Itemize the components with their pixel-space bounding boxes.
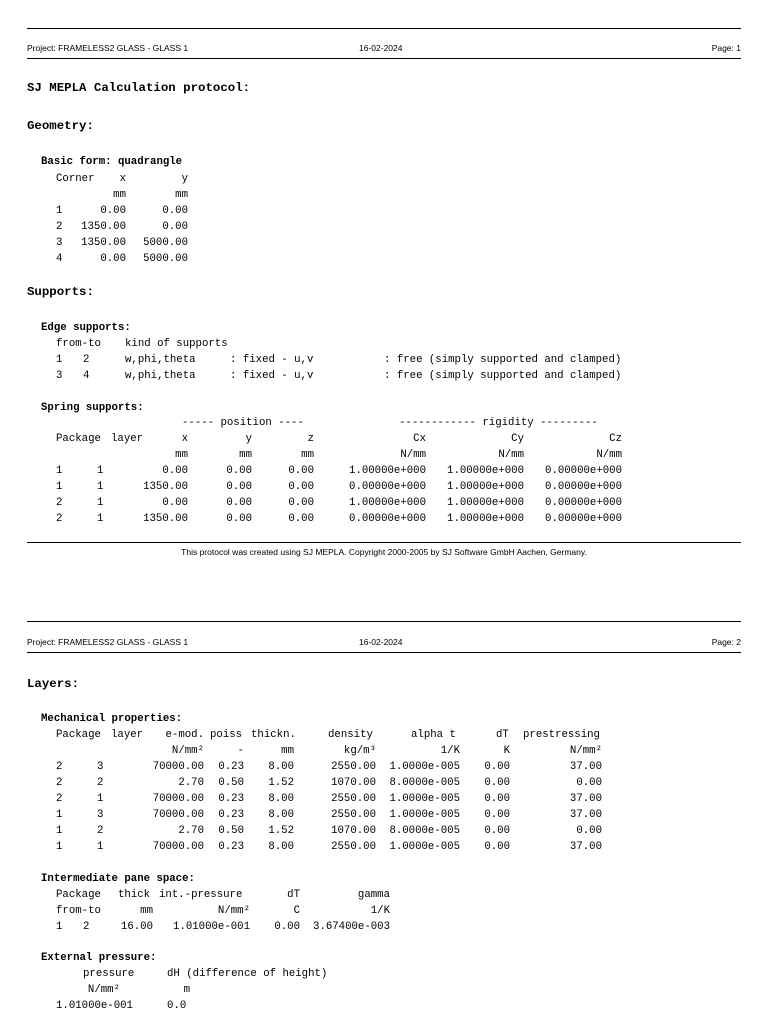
col-header: pressure: [83, 968, 135, 980]
col-header: y: [181, 173, 188, 185]
spring-z: 0.00: [288, 481, 314, 493]
mech-thickn: 8.00: [268, 761, 294, 773]
mech-dt: 0.00: [484, 809, 510, 821]
unit-label: C: [293, 905, 300, 917]
edge-free: : free (simply supported and clamped): [384, 354, 622, 366]
unit-label: mm: [175, 189, 188, 201]
unit-label: mm: [301, 449, 314, 461]
col-header: dT: [287, 889, 300, 901]
col-header: Cx: [413, 433, 426, 445]
col-header: kind of supports: [125, 338, 228, 350]
corner-x: 1350.00: [81, 221, 126, 233]
col-header: alpha t: [411, 729, 456, 741]
mech-package: 1: [56, 809, 63, 821]
edge-to: 2: [83, 354, 90, 366]
col-header: y: [245, 433, 252, 445]
unit-label: mm: [281, 745, 294, 757]
spring-x: 1350.00: [143, 513, 188, 525]
col-header: e-mod.: [165, 729, 204, 741]
mech-prestress: 0.00: [576, 777, 602, 789]
spring-cx: 0.00000e+000: [349, 481, 426, 493]
page1-header-rule: [27, 58, 741, 59]
spring-cz: 0.00000e+000: [545, 465, 622, 477]
edge-fixed: : fixed - u,v: [230, 354, 314, 366]
mech-density: 1070.00: [331, 777, 376, 789]
supports-heading: Supports:: [27, 285, 94, 299]
corner-x: 1350.00: [81, 237, 126, 249]
doc-title: SJ MEPLA Calculation protocol:: [27, 81, 251, 95]
spring-x: 0.00: [162, 497, 188, 509]
geometry-heading: Geometry:: [27, 119, 94, 133]
unit-label: mm: [140, 905, 153, 917]
spring-cz: 0.00000e+000: [545, 513, 622, 525]
mech-layer: 1: [97, 841, 104, 853]
mech-poiss: 0.23: [218, 793, 244, 805]
mech-poiss: 0.23: [218, 761, 244, 773]
pane-space-heading: Intermediate pane space:: [41, 873, 195, 885]
col-header: Package: [56, 433, 101, 445]
unit-label: -: [237, 745, 244, 757]
mech-prestress: 0.00: [576, 825, 602, 837]
mechanical-properties-heading: Mechanical properties:: [41, 713, 183, 725]
spring-supports-heading: Spring supports:: [41, 402, 144, 414]
col-header: density: [328, 729, 373, 741]
spring-cz: 0.00000e+000: [545, 481, 622, 493]
unit-label: 1/K: [370, 905, 390, 917]
unit-label: N/mm²: [569, 745, 602, 757]
unit-label: kg/m³: [343, 745, 376, 757]
mech-layer: 2: [97, 825, 104, 837]
mech-emod: 2.70: [178, 825, 204, 837]
mech-package: 2: [56, 761, 63, 773]
mech-package: 2: [56, 793, 63, 805]
col-header: int.-pressure: [159, 889, 243, 901]
col-header: Package: [56, 729, 101, 741]
col-header: Package: [56, 889, 101, 901]
unit-label: N/mm²: [87, 984, 120, 996]
project-label: Project: FRAMELESS2 GLASS - GLASS 1: [27, 43, 189, 53]
spring-layer: 1: [97, 465, 104, 477]
pane-thick: 16.00: [120, 921, 153, 933]
spring-y: 0.00: [226, 465, 252, 477]
unit-label: mm: [113, 189, 126, 201]
spring-y: 0.00: [226, 497, 252, 509]
pane-pressure: 1.01000e-001: [173, 921, 250, 933]
spring-cx: 1.00000e+000: [349, 465, 426, 477]
corner-y: 0.00: [162, 205, 188, 217]
mech-package: 1: [56, 841, 63, 853]
col-header: Cz: [609, 433, 622, 445]
corner-id: 1: [56, 205, 63, 217]
mech-prestress: 37.00: [569, 841, 602, 853]
spring-package: 2: [56, 497, 63, 509]
page-number: Page: 1: [711, 43, 741, 53]
col-header: gamma: [357, 889, 390, 901]
edge-dof: w,phi,theta: [125, 354, 196, 366]
col-header: z: [307, 433, 314, 445]
mech-alpha: 8.0000e-005: [389, 825, 460, 837]
unit-label: 1/K: [440, 745, 460, 757]
col-header: x: [181, 433, 188, 445]
page1-header: [27, 43, 741, 57]
spring-package: 1: [56, 481, 63, 493]
pane-to: 2: [83, 921, 90, 933]
page1-top-rule: [27, 28, 741, 29]
mech-poiss: 0.50: [218, 777, 244, 789]
mech-layer: 3: [97, 809, 104, 821]
corner-y: 0.00: [162, 221, 188, 233]
external-pressure-heading: External pressure:: [41, 952, 157, 964]
corner-y: 5000.00: [143, 237, 188, 249]
mech-density: 2550.00: [331, 761, 376, 773]
corner-id: 4: [56, 253, 63, 265]
basic-form-label: Basic form: quadrangle: [41, 156, 183, 168]
unit-label: N/mm: [400, 449, 426, 461]
spring-cy: 1.00000e+000: [447, 481, 524, 493]
page2-top-rule: [27, 621, 741, 622]
mech-emod: 70000.00: [152, 841, 204, 853]
edge-to: 4: [83, 370, 90, 382]
mech-emod: 70000.00: [152, 809, 204, 821]
spring-x: 0.00: [162, 465, 188, 477]
edge-fixed: : fixed - u,v: [230, 370, 314, 382]
col-header: layer: [111, 433, 144, 445]
unit-label: K: [503, 745, 510, 757]
col-header: poiss: [210, 729, 243, 741]
col-header: prestressing: [523, 729, 600, 741]
project-label: Project: FRAMELESS2 GLASS - GLASS 1: [27, 637, 189, 647]
col-header: dT: [496, 729, 509, 741]
spring-z: 0.00: [288, 465, 314, 477]
col-header: Corner: [56, 173, 95, 185]
mech-density: 2550.00: [331, 841, 376, 853]
page1-footer-rule: [27, 542, 741, 543]
external-pressure-value: 1.01000e-001: [56, 1000, 133, 1012]
spring-cy: 1.00000e+000: [447, 465, 524, 477]
mech-poiss: 0.50: [218, 825, 244, 837]
unit-label: mm: [239, 449, 252, 461]
unit-label: mm: [175, 449, 188, 461]
corner-id: 2: [56, 221, 63, 233]
position-group-label: ----- position ----: [182, 417, 304, 429]
mech-thickn: 1.52: [268, 825, 294, 837]
pane-dt: 0.00: [274, 921, 300, 933]
spring-package: 2: [56, 513, 63, 525]
spring-package: 1: [56, 465, 63, 477]
edge-dof: w,phi,theta: [125, 370, 196, 382]
edge-free: : free (simply supported and clamped): [384, 370, 622, 382]
mech-dt: 0.00: [484, 825, 510, 837]
mech-density: 2550.00: [331, 809, 376, 821]
edge-from: 1: [56, 354, 63, 366]
col-header: from-to: [56, 905, 101, 917]
page-number: Page: 2: [711, 637, 741, 647]
corner-x: 0.00: [100, 253, 126, 265]
spring-cx: 1.00000e+000: [349, 497, 426, 509]
col-header: x: [119, 173, 126, 185]
unit-label: N/mm: [596, 449, 622, 461]
edge-from: 3: [56, 370, 63, 382]
corner-x: 0.00: [100, 205, 126, 217]
col-header: layer: [111, 729, 144, 741]
mech-alpha: 8.0000e-005: [389, 777, 460, 789]
mech-emod: 2.70: [178, 777, 204, 789]
layers-heading: Layers:: [27, 677, 80, 691]
col-header: Cy: [511, 433, 524, 445]
spring-cx: 0.00000e+000: [349, 513, 426, 525]
mech-poiss: 0.23: [218, 841, 244, 853]
corner-id: 3: [56, 237, 63, 249]
col-header: from-to: [56, 338, 101, 350]
mech-dt: 0.00: [484, 761, 510, 773]
date-label: 16-02-2024: [359, 637, 403, 647]
mech-dt: 0.00: [484, 793, 510, 805]
mech-prestress: 37.00: [569, 809, 602, 821]
mech-thickn: 1.52: [268, 777, 294, 789]
mech-alpha: 1.0000e-005: [389, 761, 460, 773]
mech-prestress: 37.00: [569, 793, 602, 805]
spring-z: 0.00: [288, 497, 314, 509]
spring-cy: 1.00000e+000: [447, 497, 524, 509]
mech-layer: 2: [97, 777, 104, 789]
rigidity-group-label: ------------ rigidity ---------: [399, 417, 598, 429]
spring-z: 0.00: [288, 513, 314, 525]
unit-label: N/mm²: [171, 745, 204, 757]
corner-y: 5000.00: [143, 253, 188, 265]
spring-y: 0.00: [226, 513, 252, 525]
mech-alpha: 1.0000e-005: [389, 841, 460, 853]
mech-emod: 70000.00: [152, 793, 204, 805]
page2-header: [27, 637, 741, 651]
mech-package: 2: [56, 777, 63, 789]
external-dh-value: 0.0: [167, 1000, 187, 1012]
unit-label: N/mm: [498, 449, 524, 461]
mech-prestress: 37.00: [569, 761, 602, 773]
mech-package: 1: [56, 825, 63, 837]
mech-density: 1070.00: [331, 825, 376, 837]
mech-thickn: 8.00: [268, 809, 294, 821]
mech-dt: 0.00: [484, 777, 510, 789]
spring-layer: 1: [97, 481, 104, 493]
mech-layer: 1: [97, 793, 104, 805]
page2-header-rule: [27, 652, 741, 653]
edge-supports-heading: Edge supports:: [41, 322, 131, 334]
unit-label: N/mm²: [217, 905, 250, 917]
mech-alpha: 1.0000e-005: [389, 793, 460, 805]
spring-x: 1350.00: [143, 481, 188, 493]
pane-from: 1: [56, 921, 63, 933]
spring-cz: 0.00000e+000: [545, 497, 622, 509]
col-header: thick: [118, 889, 151, 901]
mech-layer: 3: [97, 761, 104, 773]
mech-thickn: 8.00: [268, 841, 294, 853]
col-header: dH (difference of height): [167, 968, 328, 980]
spring-layer: 1: [97, 497, 104, 509]
copyright-footer: This protocol was created using SJ MEPLA. Copyright 2000-2005 by SJ Software GmbH Aachen, Germany.: [181, 547, 587, 557]
unit-label: m: [183, 984, 190, 996]
mech-thickn: 8.00: [268, 793, 294, 805]
date-label: 16-02-2024: [359, 43, 403, 53]
mech-poiss: 0.23: [218, 809, 244, 821]
mech-emod: 70000.00: [152, 761, 204, 773]
mech-dt: 0.00: [484, 841, 510, 853]
mech-density: 2550.00: [331, 793, 376, 805]
col-header: thickn.: [251, 729, 296, 741]
spring-cy: 1.00000e+000: [447, 513, 524, 525]
spring-layer: 1: [97, 513, 104, 525]
pane-gamma: 3.67400e-003: [313, 921, 390, 933]
spring-y: 0.00: [226, 481, 252, 493]
mech-alpha: 1.0000e-005: [389, 809, 460, 821]
